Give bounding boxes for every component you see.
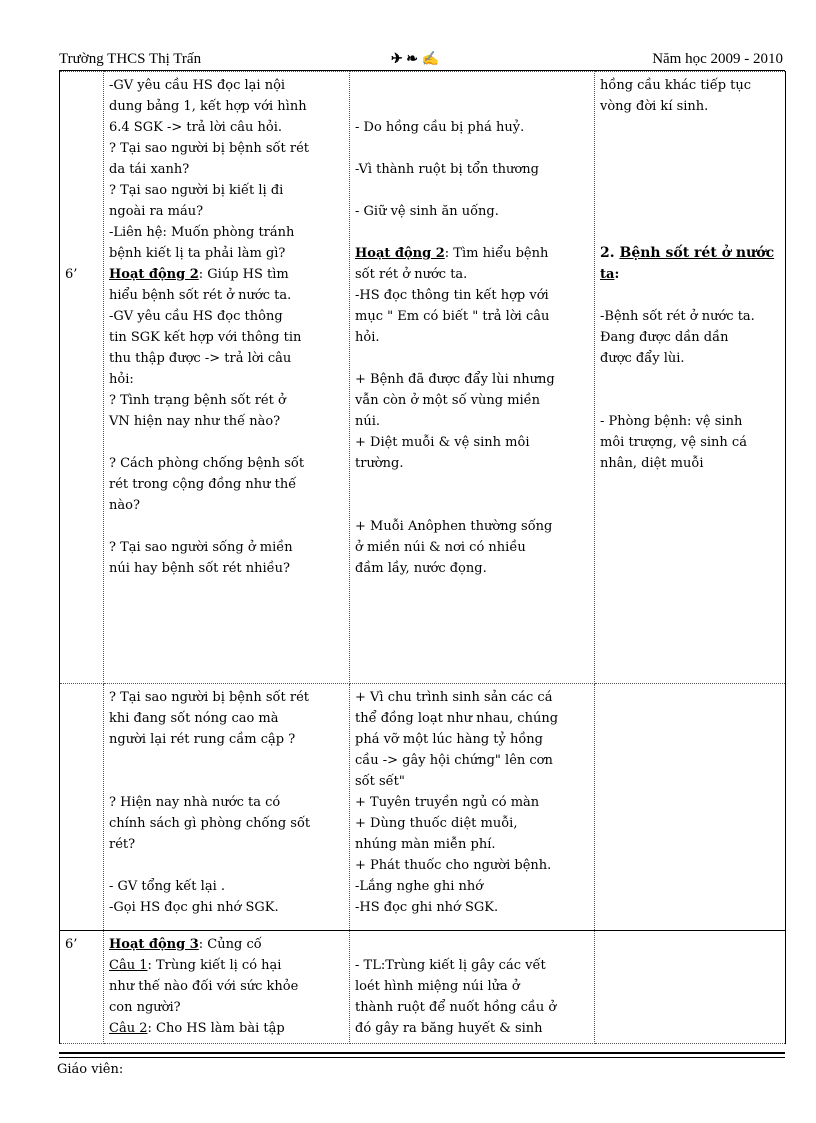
text-line: - Giữ vệ sinh ăn uống. xyxy=(355,204,499,219)
activity-heading xyxy=(355,243,589,264)
text-line: phá vỡ một lúc hàng tỷ hồng xyxy=(355,732,544,747)
time-label: 6’ xyxy=(65,267,78,282)
text-line: 6.4 SGK -> trả lời câu hỏi. xyxy=(109,120,282,135)
text-line: - Do hồng cầu bị phá huỷ. xyxy=(355,120,525,135)
text-line: khi đang sốt nóng cao mà xyxy=(109,711,279,726)
text-line: hỏi. xyxy=(355,330,380,345)
text-line: tin SGK kết hợp với thông tin xyxy=(109,330,302,345)
text-line: - TL:Trùng kiết lị gây các vết xyxy=(355,958,546,973)
text-line: da tái xanh? xyxy=(109,162,190,177)
text-line: ? Tại sao người bị bệnh sốt rét xyxy=(109,141,309,156)
time-cell xyxy=(60,72,104,684)
question-2-label: Câu 2 xyxy=(109,1021,148,1036)
text-line: sốt rét ở nước ta. xyxy=(355,267,468,282)
question-1-label: Câu 1 xyxy=(109,958,148,973)
text-line: -GV yêu cầu HS đọc thông xyxy=(109,309,283,324)
text-line: + Vì chu trình sinh sản các cá xyxy=(355,690,553,705)
activity-2-desc: : Tìm hiểu bệnh xyxy=(444,246,549,261)
text-line: vòng đời kí sinh. xyxy=(600,99,709,114)
text-line: Đang được dần dần xyxy=(600,330,729,345)
teacher-signature-label: Giáo viên: xyxy=(57,1062,124,1077)
text-line: con người? xyxy=(109,1000,181,1015)
text-line: rét? xyxy=(109,837,136,852)
page-header xyxy=(59,48,785,71)
text-line: hỏi: xyxy=(109,372,134,387)
activity-3-title: Hoạt động 3 xyxy=(109,937,199,952)
text-line: như thế nào đối với sức khỏe xyxy=(109,979,299,994)
text-line: núi. xyxy=(355,414,381,429)
text-line: đầm lầy, nước đọng. xyxy=(355,561,487,576)
question-1-text: : Trùng kiết lị có hại xyxy=(147,958,282,973)
activity-heading xyxy=(109,264,344,285)
text-line: hiểu bệnh sốt rét ở nước ta. xyxy=(109,288,292,303)
school-year: Năm học 2009 - 2010 xyxy=(652,51,783,67)
text-line: chính sách gì phòng chống sốt xyxy=(109,816,311,831)
student-activity-cell xyxy=(350,931,595,1044)
footer-divider xyxy=(59,1052,785,1054)
lesson-content-cell xyxy=(595,684,786,931)
time-cell xyxy=(60,684,104,931)
section-heading-cont xyxy=(600,264,780,285)
text-line: thể đồng loạt như nhau, chúng xyxy=(355,711,559,726)
section-colon: : xyxy=(614,267,620,282)
text-line: -Vì thành ruột bị tổn thương xyxy=(355,162,539,177)
activity-3-desc: : Củng cố xyxy=(198,937,262,952)
lesson-content-cell xyxy=(595,931,786,1044)
activity-heading xyxy=(109,934,344,955)
text-line: VN hiện nay như thế nào? xyxy=(109,414,281,429)
question-2-text: : Cho HS làm bài tập xyxy=(147,1021,285,1036)
section-title-cont: ta xyxy=(600,267,615,282)
text-line: sốt sết" xyxy=(355,774,405,789)
table-row xyxy=(60,72,786,684)
text-line: ? Hiện nay nhà nước ta có xyxy=(109,795,281,810)
text-line: dung bảng 1, kết hợp với hình xyxy=(109,99,307,114)
text-line: bệnh kiết lị ta phải làm gì? xyxy=(109,246,286,261)
time-cell: 6’ xyxy=(60,931,104,1044)
section-heading xyxy=(600,243,780,264)
text-line: + Muỗi Anôphen thường sống xyxy=(355,519,553,534)
text-line: môi trượng, vệ sinh cá xyxy=(600,435,747,450)
student-activity-cell xyxy=(350,72,595,684)
text-line: -HS đọc thông tin kết hợp với xyxy=(355,288,549,303)
text-line: -GV yêu cầu HS đọc lại nội xyxy=(109,78,286,93)
text-line: + Tuyên truyền ngủ có màn xyxy=(355,795,540,810)
teacher-activity-cell xyxy=(104,684,350,931)
text-line: -HS đọc ghi nhớ SGK. xyxy=(355,900,499,915)
text-line: thành ruột để nuốt hồng cầu ở xyxy=(355,1000,557,1015)
text-line: -Lắng nghe ghi nhớ xyxy=(355,879,484,894)
activity-2-desc: : Giúp HS tìm xyxy=(198,267,289,282)
lesson-content-cell xyxy=(595,72,786,684)
table-row xyxy=(60,684,786,931)
text-line: vẫn còn ở một số vùng miền xyxy=(355,393,541,408)
text-line: + Bệnh đã được đẩy lùi nhưng xyxy=(355,372,555,387)
text-line: + Phát thuốc cho người bệnh. xyxy=(355,858,552,873)
text-line: loét hình miệng núi lửa ở xyxy=(355,979,520,994)
header-ornament: ✈ ❧ ✍ xyxy=(391,52,439,67)
text-line: nhúng màn miễn phí. xyxy=(355,837,496,852)
table-row xyxy=(60,931,786,1044)
question-line xyxy=(109,955,344,976)
text-line: thu thập được -> trả lời câu xyxy=(109,351,292,366)
text-line: nhân, diệt muỗi xyxy=(600,456,704,471)
text-line: ? Cách phòng chống bệnh sốt xyxy=(109,456,305,471)
text-line: -Bệnh sốt rét ở nước ta. xyxy=(600,309,755,324)
teacher-activity-cell xyxy=(104,931,350,1044)
text-line: trường. xyxy=(355,456,404,471)
text-line: hồng cầu khác tiếp tục xyxy=(600,78,752,93)
lesson-plan-table xyxy=(59,71,786,1044)
text-line: + Diệt muỗi & vệ sinh môi xyxy=(355,435,530,450)
section-number: 2. xyxy=(600,245,620,261)
text-line: -Gọi HS đọc ghi nhớ SGK. xyxy=(109,900,279,915)
text-line: nào? xyxy=(109,498,140,513)
text-line: cầu -> gây hội chứng" lên cơn xyxy=(355,753,553,768)
text-line: mục " Em có biết " trả lời câu xyxy=(355,309,550,324)
activity-2-title: Hoạt động 2 xyxy=(355,246,445,261)
text-line: ? Tình trạng bệnh sốt rét ở xyxy=(109,393,286,408)
text-line: ở miền núi & nơi có nhiều xyxy=(355,540,526,555)
text-line: - Phòng bệnh: vệ sinh xyxy=(600,414,743,429)
text-line: ngoài ra máu? xyxy=(109,204,204,219)
text-line: được đẩy lùi. xyxy=(600,351,685,366)
text-line: - GV tổng kết lại . xyxy=(109,879,225,894)
text-line: người lại rét rung cầm cập ? xyxy=(109,732,296,747)
footer-divider xyxy=(59,1057,785,1058)
text-line: + Dùng thuốc diệt muỗi, xyxy=(355,816,518,831)
text-line: ? Tại sao người bị kiết lị đi xyxy=(109,183,284,198)
text-line: -Liên hệ: Muốn phòng tránh xyxy=(109,225,295,240)
school-name: Trường THCS Thị Trấn xyxy=(59,51,202,67)
text-line: ? Tại sao người sống ở miền xyxy=(109,540,293,555)
student-activity-cell xyxy=(350,684,595,931)
text-line: núi hay bệnh sốt rét nhiều? xyxy=(109,561,291,576)
question-line xyxy=(109,1018,344,1039)
activity-2-title: Hoạt động 2 xyxy=(109,267,199,282)
text-line: ? Tại sao người bị bệnh sốt rét xyxy=(109,690,309,705)
teacher-activity-cell xyxy=(104,72,350,684)
text-line: đó gây ra băng huyết & sinh xyxy=(355,1021,543,1036)
section-title: Bệnh sốt rét ở nước xyxy=(619,245,775,261)
text-line: rét trong cộng đồng như thế xyxy=(109,477,297,492)
